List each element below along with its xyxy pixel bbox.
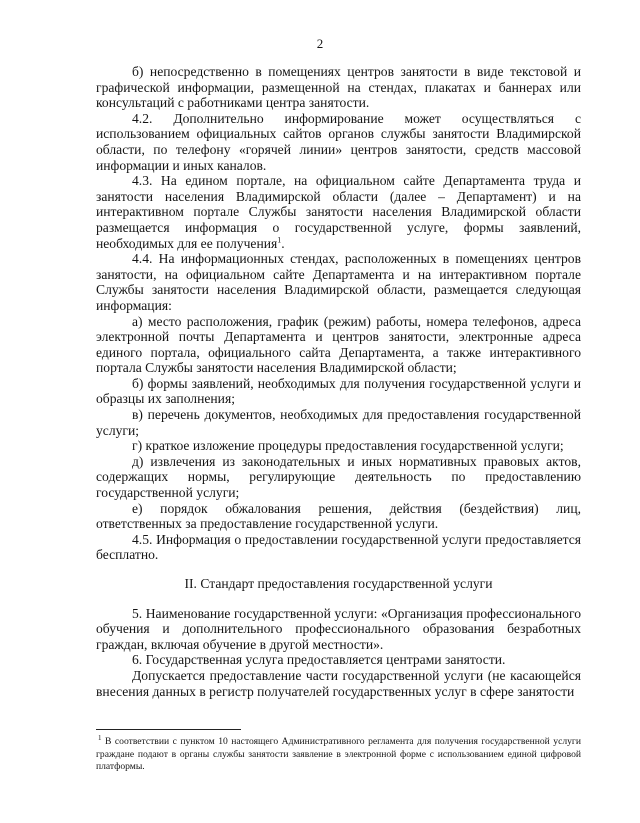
list-item-d: д) извлечения из законодательных и иных нормативных правовых актов, содержащих нормы, регулирующие деятельность по предоставлению государственной услуги;	[96, 453, 581, 501]
paragraph-4-3	[96, 173, 581, 251]
paragraph-6: 6. Государственная услуга предоставляется центрами занятости.	[132, 652, 506, 668]
list-item-e: е) порядок обжалования решения, действия (бездействия) лиц, ответственных за предоставление государственной услуги.	[96, 500, 581, 532]
paragraph-5: 5. Наименование государственной услуги: «Организация профессионального обучения и дополнительного профессионального образования безработных граждан, включая обучение в другой местности».	[96, 605, 581, 652]
paragraph-4-4: 4.4. На информационных стендах, расположенных в помещениях центров занятости, на официальном сайте Департамента и на интерактивном портале Службы занятости населения Владимирской области, размещается следующая информация:	[96, 251, 581, 313]
paragraph-4-2: 4.2. Дополнительно информирование может осуществляться с использованием официальных сайтов органов службы занятости Владимирской области, по телефону «горячей линии» центров занятости, средств массовой информации и иных каналов.	[96, 110, 581, 173]
list-item-v: в) перечень документов, необходимых для предоставления государственной услуги;	[96, 407, 581, 438]
footnote-divider	[96, 729, 241, 730]
footnote-marker: 1	[98, 733, 102, 742]
section-heading: II. Стандарт предоставления государственной услуги	[184, 576, 493, 591]
paragraph-6-continued: Допускается предоставление части государственной услуги (не касающейся внесения данных в регистр получателей государственных услуг в сфере занятости	[96, 667, 581, 699]
document-body	[96, 64, 581, 699]
paragraph-4-1-b: б) непосредственно в помещениях центров занятости в виде текстовой и графической информации, размещенной на стендах, плакатах и баннерах или консультаций с работниками центра занятости.	[96, 64, 581, 111]
list-item-b: б) формы заявлений, необходимых для получения государственной услуги и образцы их заполнения;	[96, 375, 581, 407]
footnote-text: В соответствии с пунктом 10 настоящего Административного регламента для получения государственной услуги граждане подают в органы службы занятости заявление в электронной форме с использованием единой цифровой платформы.	[96, 736, 581, 772]
paragraph-4-3-text: 4.3. На едином портале, на официальном сайте Департамента труда и занятости населения Владимирской области (далее – Департамент) и на интерактивном портале Службы занятости населения Владимирской области размещается информация о государственной услуге, формы заявлений, необходимых для ее получения	[96, 173, 581, 251]
paragraph-4-3-end: .	[281, 235, 285, 251]
footnote-reference: 1	[277, 235, 282, 244]
footnote	[96, 733, 581, 774]
list-item-g: г) краткое изложение процедуры предоставления государственной услуги;	[132, 438, 564, 454]
page-number: 2	[316, 36, 324, 51]
paragraph-4-5: 4.5. Информация о предоставлении государственной услуги предоставляется бесплатно.	[96, 531, 581, 563]
list-item-a: а) место расположения, график (режим) работы, номера телефонов, адреса электронной почты Департамента и центров занятости, электронные адреса единого портала, официального сайта Департамента, а также интерактивного портала Службы занятости населения Владимирской области;	[96, 313, 581, 376]
